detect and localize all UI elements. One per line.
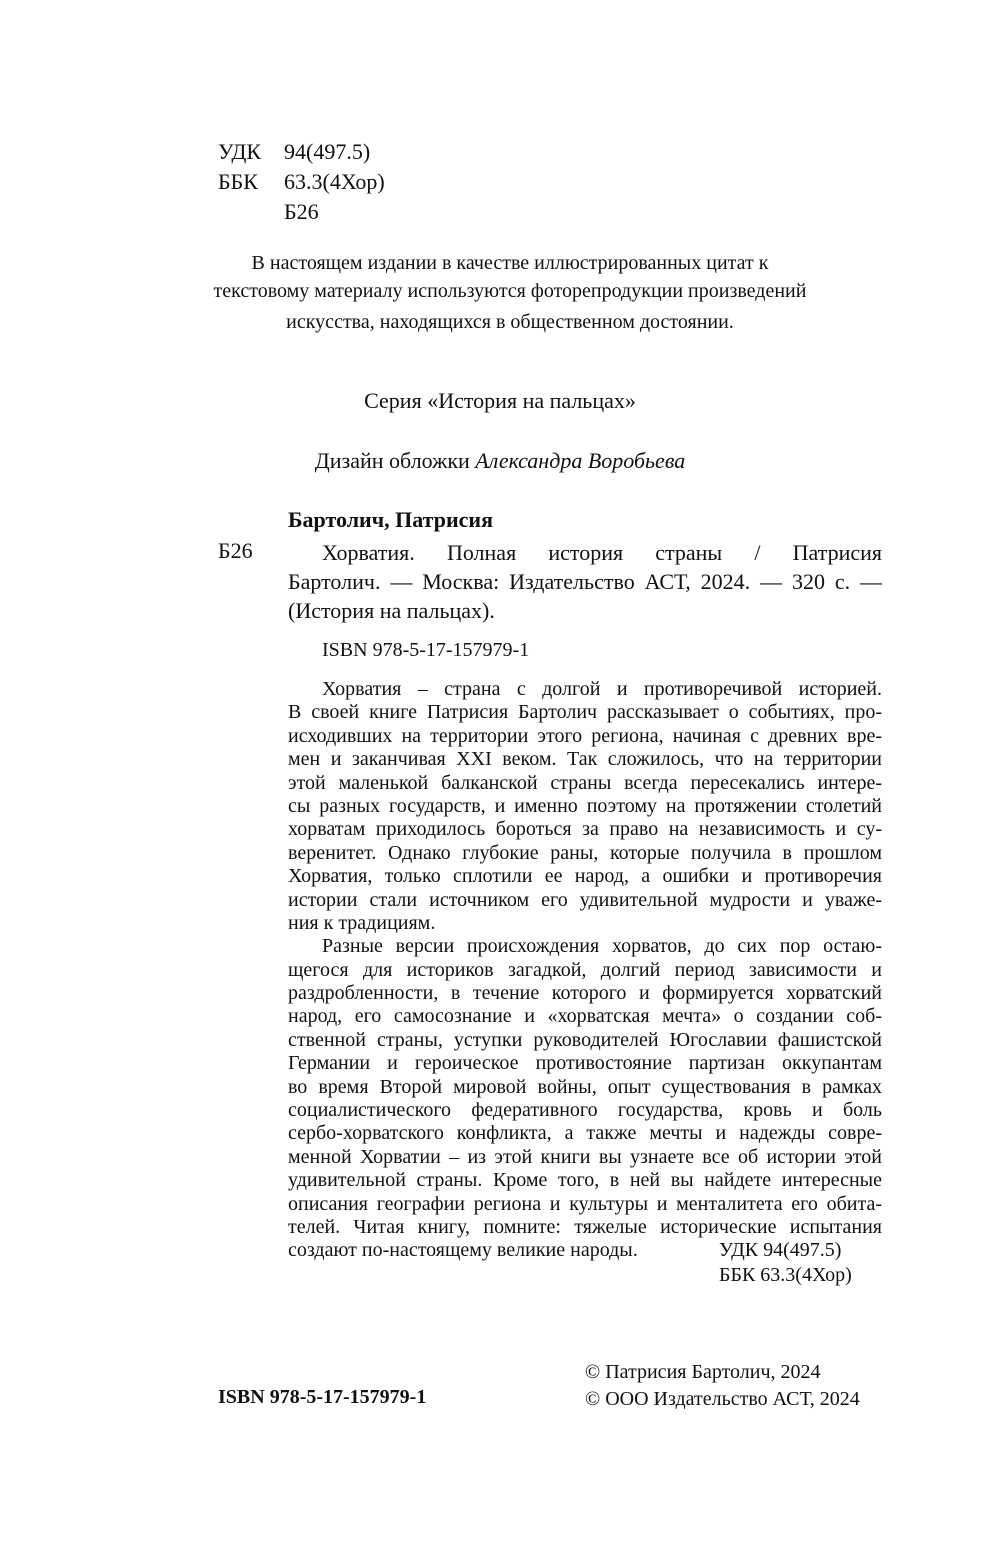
bib-line: Хорватия. Полная история страны / Патрисия bbox=[322, 540, 882, 565]
bibliography-mark: Б26 bbox=[218, 538, 253, 563]
notice-line: текстовому материалу используются фоторепродукции произведений bbox=[213, 280, 807, 302]
copyright-line: © ООО Издательство АСТ, 2024 bbox=[585, 1388, 860, 1410]
isbn-line: ISBN 978-5-17-157979-1 bbox=[322, 639, 530, 661]
abstract-line: ния к традициям. bbox=[288, 911, 436, 934]
abstract-line: сербо-хорватского конфликта, а также мечты и надежды совре- bbox=[288, 1122, 882, 1145]
udk-label: УДК bbox=[218, 139, 262, 164]
abstract-line: исходивших на территории этого региона, начиная с древних вре- bbox=[288, 724, 882, 747]
bib-line: (История на пальцах). bbox=[288, 598, 495, 623]
abstract bbox=[288, 678, 882, 1263]
abstract-line: хорватам приходилось бороться за право на независимость и су- bbox=[288, 818, 882, 841]
udk-footer: УДК 94(497.5) bbox=[719, 1239, 842, 1261]
notice-line: В настоящем издании в качестве иллюстрированных цитат к bbox=[251, 252, 769, 274]
classification-codes bbox=[218, 137, 385, 227]
abstract-line: Германии и героическое противостояние партизан оккупантам bbox=[288, 1052, 882, 1075]
udk-line bbox=[218, 137, 385, 167]
abstract-line: этой маленькой балканской страны всегда пересекались интере- bbox=[288, 771, 882, 794]
abstract-line: истории стали источником его удивительной мудрости и уваже- bbox=[288, 888, 882, 911]
series-line: Серия «История на пальцах» bbox=[364, 388, 636, 413]
public-domain-notice bbox=[210, 249, 810, 336]
author-mark: Б26 bbox=[284, 199, 319, 224]
abstract-line: мен и заканчивая XXI веком. Так сложилось, что на территории bbox=[288, 748, 882, 771]
abstract-line: Хорватия – страна с долгой и противоречивой историей. bbox=[322, 678, 882, 700]
abstract-line: Хорватия, только сплотили ее народ, а ошибки и противоречия bbox=[288, 865, 882, 888]
cover-design-credit bbox=[0, 448, 1000, 474]
abstract-line: ственной страны, уступки руководителей Югославии фашистской bbox=[288, 1028, 882, 1051]
bib-line: Бартолич. — Москва: Издательство АСТ, 2024. — 320 с. — bbox=[288, 569, 882, 594]
author-heading: Бартолич, Патрисия bbox=[288, 507, 494, 532]
bbk-line bbox=[218, 167, 385, 197]
abstract-line: В своей книге Патрисия Бартолич рассказывает о событиях, про- bbox=[288, 701, 882, 724]
abstract-line: создают по-настоящему великие народы. bbox=[288, 1239, 638, 1262]
abstract-line: во время Второй мировой войны, опыт существования в рамках bbox=[288, 1075, 882, 1098]
abstract-line: удивительной страны. Кроме того, в ней вы найдете интересные bbox=[288, 1169, 882, 1192]
bbk-label: ББК bbox=[218, 169, 258, 194]
abstract-line: социалистического федеративного государства, кровь и боль bbox=[288, 1099, 882, 1122]
bbk-value: 63.3(4Хор) bbox=[284, 169, 385, 194]
abstract-line: раздробленности, в течение которого и формируется хорватский bbox=[288, 982, 882, 1005]
classification-codes-footer bbox=[719, 1238, 852, 1288]
design-prefix: Дизайн обложки bbox=[314, 448, 476, 473]
bibliographic-description bbox=[288, 538, 882, 625]
isbn-bottom: ISBN 978-5-17-157979-1 bbox=[218, 1386, 427, 1408]
udk-value: 94(497.5) bbox=[284, 139, 371, 164]
abstract-line: телей. Читая книгу, помните: тяжелые исторические испытания bbox=[288, 1215, 882, 1238]
abstract-line: Разные версии происхождения хорватов, до сих пор остаю- bbox=[322, 935, 882, 958]
abstract-line: описания географии региона и культуры и менталитета его обита- bbox=[288, 1192, 882, 1215]
designer-name: Александра Воробьева bbox=[475, 448, 686, 473]
notice-line: искусства, находящихся в общественном достоянии. bbox=[286, 311, 734, 333]
bbk-footer: ББК 63.3(4Хор) bbox=[719, 1264, 852, 1286]
copyright-line: © Патрисия Бартолич, 2024 bbox=[585, 1361, 821, 1383]
abstract-line: сы разных государств, и именно поэтому на протяжении столетий bbox=[288, 794, 882, 817]
abstract-line: щегося для историков загадкой, долгий период зависимости и bbox=[288, 958, 882, 981]
abstract-line: народ, его самосознание и «хорватская мечта» о создании соб- bbox=[288, 1005, 882, 1028]
copyright-block bbox=[585, 1359, 860, 1413]
abstract-line: менной Хорватии – из этой книги вы узнаете все об истории этой bbox=[288, 1145, 882, 1168]
author-mark-line bbox=[218, 197, 385, 227]
abstract-line: веренитет. Однако глубокие раны, которые получила в прошлом bbox=[288, 841, 882, 864]
